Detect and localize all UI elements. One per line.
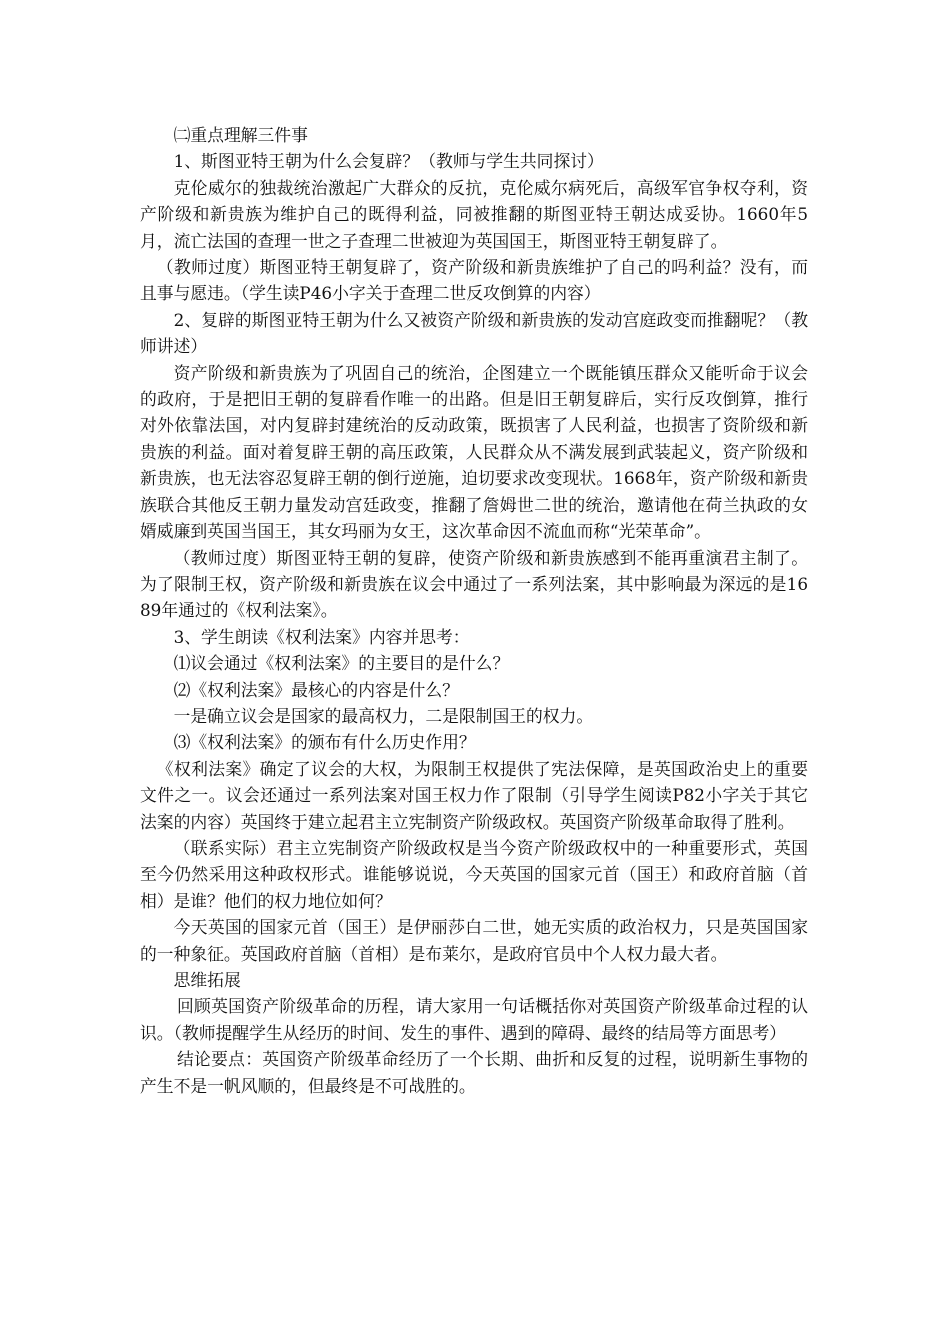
- teacher-transition-1: （教师过度）斯图亚特王朝复辟了，资产阶级和新贵族维护了自己的吗利益？没有，而且事与愿违。（学生读P46小字关于查理二世反攻倒算的内容）: [140, 257, 808, 304]
- teacher-transition-2: （教师过度）斯图亚特王朝的复辟，使资产阶级和新贵族感到不能再重演君主制了。为了限制王权，资产阶级和新贵族在议会中通过了一系列法案，其中影响最为深远的是1689年通过的《权利法案》。: [140, 547, 808, 621]
- sub-answer-2: 一是确立议会是国家的最高权力，二是限制国王的权力。: [173, 705, 594, 726]
- section-heading: ㈡重点理解三件事: [173, 125, 308, 145]
- answer-1: 克伦威尔的独裁统治激起广大群众的反抗，克伦威尔病死后，高级军官争权夺利，资产阶级和新贵族为维护自己的既得利益，同被推翻的斯图亚特王朝达成妥协。1660年5月，流亡法国的查理一世之子查理二世被迎为英国国王，斯图亚特王朝复辟了。: [140, 177, 808, 251]
- question-1: 1、斯图亚特王朝为什么会复辟？（教师与学生共同探讨）: [173, 151, 604, 172]
- sub-question-3: ⑶《权利法案》的颁布有什么历史作用？: [173, 732, 476, 753]
- question-2: 2、复辟的斯图亚特王朝为什么又被资产阶级和新贵族的发动宫庭政变而推翻呢？（教师讲述）: [140, 309, 808, 357]
- sub-question-1: ⑴议会通过《权利法案》的主要目的是什么？: [173, 653, 510, 674]
- practical-link: （联系实际）君主立宪制资产阶级政权是当今资产阶级政权中的一种重要形式，英国至今仍然采用这种政权形式。谁能够说说，今天英国的国家元首（国王）和政府首脑（首相）是谁？他们的权力地位如何？: [140, 837, 808, 911]
- document-page: [140, 122, 808, 1099]
- extension-heading: 思维拓展: [173, 970, 241, 990]
- practical-answer: 今天英国的国家元首（国王）是伊丽莎白二世，她无实质的政治权力，只是英国国家的一种象征。英国政府首脑（首相）是布莱尔，是政府官员中个人权力最大者。: [140, 917, 808, 964]
- answer-2: 资产阶级和新贵族为了巩固自己的统治，企图建立一个既能镇压群众又能听命于议会的政府，于是把旧王朝的复辟看作唯一的出路。但是旧王朝复辟后，实行反攻倒算，推行对外依靠法国，对内复辟封建统治的反动政策，既损害了人民利益，也损害了资阶级和新贵族的利益。面对着复辟王朝的高压政策，人民群众从不满发展到武装起义，资产阶级和新贵族，也无法容忍复辟王朝的倒行逆施，迫切要求改变现状。1668年，资产阶级和新贵族联合其他反王朝力量发动宫廷政变，推翻了詹姆世二世的统治，邀请他在荷兰执政的女婿威廉到英国当国王，其女玛丽为女王，这次革命因不流血而称“光荣革命”。: [140, 362, 808, 542]
- extension-prompt: 回顾英国资产阶级革命的历程，请大家用一句话概括你对英国资产阶级革命过程的认识。（教师提醒学生从经历的时间、发生的事件、遇到的障碍、最终的结局等方面思考）: [140, 996, 808, 1043]
- sub-question-2: ⑵《权利法案》最核心的内容是什么？: [173, 679, 459, 700]
- conclusion: 结论要点：英国资产阶级革命经历了一个长期、曲折和反复的过程，说明新生事物的产生不是一帆风顺的，但最终是不可战胜的。: [140, 1049, 808, 1096]
- question-3: 3、学生朗读《权利法案》内容并思考：: [173, 626, 470, 647]
- sub-answer-3: 《权利法案》确定了议会的大权，为限制王权提供了宪法保障，是英国政治史上的重要文件之一。议会还通过一系列法案对国王权力作了限制（引导学生阅读P82小字关于其它法案的内容）英国终于建立起君主立宪制资产阶级政权。英国资产阶级革命取得了胜利。: [140, 758, 808, 832]
